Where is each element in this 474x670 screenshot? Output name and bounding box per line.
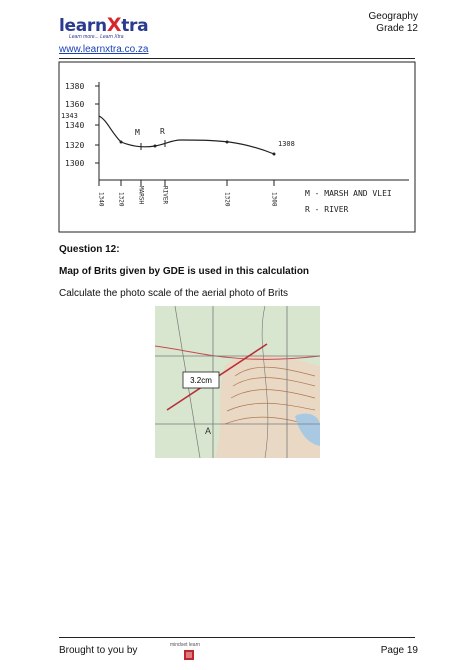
x-label-1320b: 1320: [223, 192, 231, 207]
x-label-river: RIVER: [161, 186, 169, 205]
header-subject-grade: [369, 11, 418, 35]
marker-r: R: [160, 127, 165, 136]
legend-river: R - RIVER: [305, 205, 349, 214]
y-tick-1340: 1340: [65, 121, 85, 130]
svg-text:mindset learn: mindset learn: [170, 642, 201, 648]
map-letter-a: A: [205, 426, 212, 436]
site-link[interactable]: www.learnxtra.co.za: [59, 44, 149, 55]
x-label-1320: 1320: [117, 192, 125, 207]
question-title: Question 12:: [59, 244, 120, 255]
logo-tagline: Learn more... Learn Xtra: [69, 34, 124, 40]
y-tick-1360: 1360: [65, 100, 85, 109]
y-tick-1300: 1300: [65, 159, 85, 168]
end-elevation-label: 1308: [278, 140, 295, 148]
subject-label: Geography: [368, 11, 418, 22]
question-text: Calculate the photo scale of the aerial photo of Brits: [59, 288, 289, 299]
footer-divider: [59, 637, 415, 638]
mindset-learn-logo: [170, 638, 201, 662]
start-elevation-label: 1343: [61, 112, 78, 120]
x-label-1308: 1308: [270, 192, 278, 207]
cross-section-sketch: [59, 62, 415, 232]
header-divider: [59, 58, 415, 59]
learnxtra-logo: learnXtra Learn more... Learn Xtra: [59, 14, 149, 40]
grade-label: Grade 12: [376, 23, 418, 34]
legend-marsh: M - MARSH AND VLEI: [305, 189, 392, 198]
x-label-1340: 1340: [97, 192, 105, 207]
y-tick-1320: 1320: [65, 141, 85, 150]
marker-m: M: [135, 128, 140, 137]
page-number: Page 19: [380, 645, 418, 656]
topographic-map: [155, 306, 320, 458]
x-label-marsh: MARSH: [137, 186, 145, 205]
measure-label: 3.2cm: [190, 376, 212, 385]
y-tick-1380: 1380: [65, 82, 85, 91]
question-note: Map of Brits given by GDE is used in this calculation: [59, 266, 310, 277]
brought-to-you-text: Brought to you by: [59, 645, 138, 656]
